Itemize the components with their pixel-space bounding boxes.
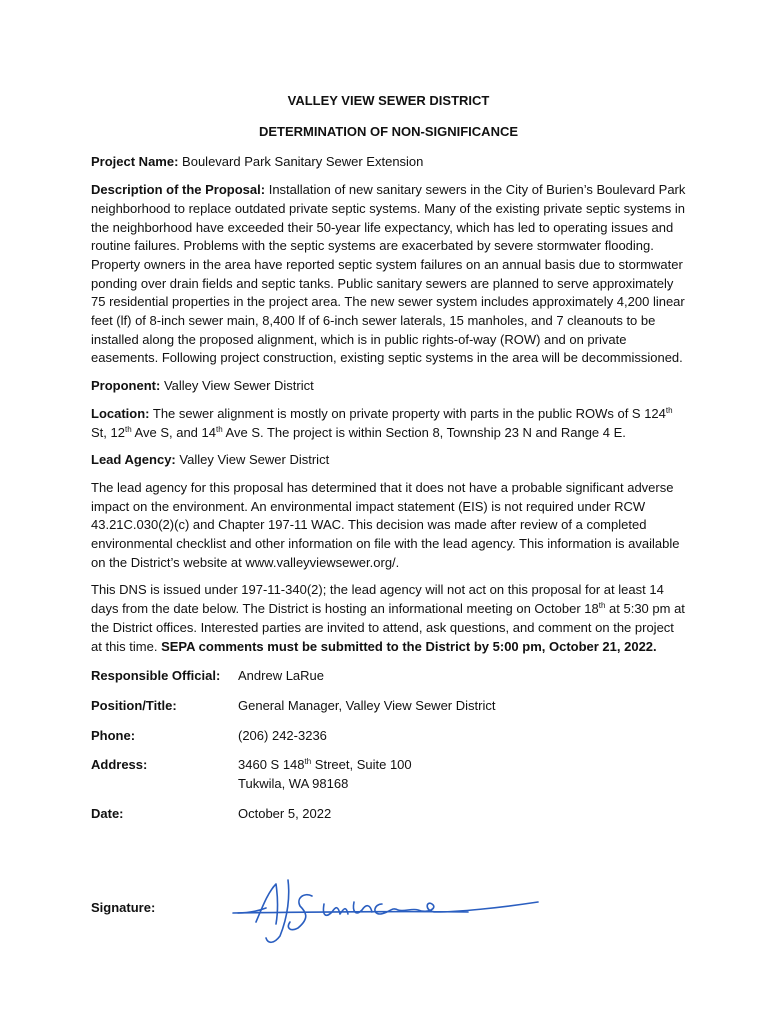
location-text: The sewer alignment is mostly on private property with parts in the public ROWs of S 124 bbox=[152, 405, 666, 421]
document-body bbox=[91, 92, 686, 824]
lead-agency bbox=[91, 451, 686, 470]
address-sup: th bbox=[304, 757, 312, 767]
location-text: St, 12 bbox=[91, 424, 125, 440]
phone-label: Phone: bbox=[91, 727, 136, 743]
position-row bbox=[91, 697, 686, 716]
location-sup: th bbox=[124, 424, 132, 434]
address-value bbox=[238, 756, 686, 793]
dns-sup: th bbox=[598, 601, 606, 611]
official-value: Andrew LaRue bbox=[238, 668, 324, 684]
determination-paragraph: The lead agency for this proposal has determined that it does not have a probable significant adverse impact on the environment. An environmental impact statement (EIS) is not required under RCW 43.21C.030(2)(c) and Chapter 197-11 WAC. This decision was made after review of a completed environmental checklist and other information on file with the lead agency. This information is available on the District’s website at www.valleyviewsewer.org/. bbox=[91, 479, 680, 570]
document-title: DETERMINATION OF NON-SIGNIFICANCE bbox=[258, 123, 519, 139]
location-text: Ave S, and 14 bbox=[131, 424, 216, 440]
lead-agency-value: Valley View Sewer District bbox=[179, 452, 330, 468]
description-value: Installation of new sanitary sewers in the City of Burien’s Boulevard Park neighborhood to replace outdated private septic systems. Many of the existing private septic systems in the neighborhood have exceeded their 50-year life expectancy, which has led to operating issues and routine failures. Problems with the septic systems are exacerbated by severe stormwater flooding. Property owners in the area have reported septic system failures on an annual basis due to stormwater ponding over drain fields and septic tanks. Public sanitary sewers are planned to serve approximately 75 residential properties in the project area. The new sewer system includes approximately 4,200 linear feet (lf) of 8-inch sewer main, 8,400 lf of 6-inch sewer laterals, 15 manholes, and 7 cleanouts to be installed along the proposed alignment, which is in public rights-of-way (ROW) and on private easements. Following project construction, existing septic systems in the area will be decommissioned. bbox=[91, 182, 686, 366]
project-name-value: Boulevard Park Sanitary Sewer Extension bbox=[182, 154, 424, 170]
location bbox=[91, 405, 686, 442]
location-label: Location: bbox=[91, 405, 150, 421]
official-row bbox=[91, 667, 686, 686]
project-name bbox=[91, 153, 686, 172]
phone-value: (206) 242-3236 bbox=[238, 727, 327, 743]
address-label: Address: bbox=[91, 757, 148, 773]
address-line1: 3460 S 148 bbox=[238, 757, 305, 773]
lead-agency-label: Lead Agency: bbox=[91, 452, 176, 468]
signature-label: Signature: bbox=[91, 900, 156, 915]
proposal-description bbox=[91, 181, 686, 368]
phone-row bbox=[91, 727, 686, 746]
location-text: Ave S. The project is within Section 8, Township 23 N and Range 4 E. bbox=[222, 424, 626, 440]
location-sup: th bbox=[215, 424, 223, 434]
date-value: October 5, 2022 bbox=[238, 805, 332, 821]
address-line1-rest: Street, Suite 100 bbox=[311, 757, 412, 773]
description-label: Description of the Proposal: bbox=[91, 182, 266, 198]
proponent-label: Proponent: bbox=[91, 378, 161, 394]
dns-text: This DNS is issued under 197-11-340(2); the lead agency will not act on this proposal for at least 14 days from the date below. The District is hosting an informational meeting on October 18 bbox=[91, 582, 664, 617]
project-name-label: Project Name: bbox=[91, 154, 179, 170]
address-row bbox=[91, 756, 686, 793]
date-label: Date: bbox=[91, 805, 124, 821]
position-label: Position/Title: bbox=[91, 697, 177, 713]
location-sup: th bbox=[665, 405, 673, 415]
address-line2: Tukwila, WA 98168 bbox=[238, 776, 349, 792]
official-label: Responsible Official: bbox=[91, 668, 221, 684]
proponent-value: Valley View Sewer District bbox=[163, 378, 314, 394]
date-row bbox=[91, 805, 686, 824]
district-heading: VALLEY VIEW SEWER DISTRICT bbox=[287, 93, 490, 108]
dns-text: at 5:30 pm at the District offices. Interested parties are invited to attend, ask questions, and comment on the project at this time. bbox=[91, 601, 685, 654]
signature-image bbox=[228, 868, 548, 948]
comment-deadline: SEPA comments must be submitted to the District by 5:00 pm, October 21, 2022. bbox=[161, 638, 657, 654]
proponent bbox=[91, 377, 686, 396]
position-value: General Manager, Valley View Sewer District bbox=[238, 697, 496, 713]
dns-paragraph bbox=[91, 581, 686, 656]
